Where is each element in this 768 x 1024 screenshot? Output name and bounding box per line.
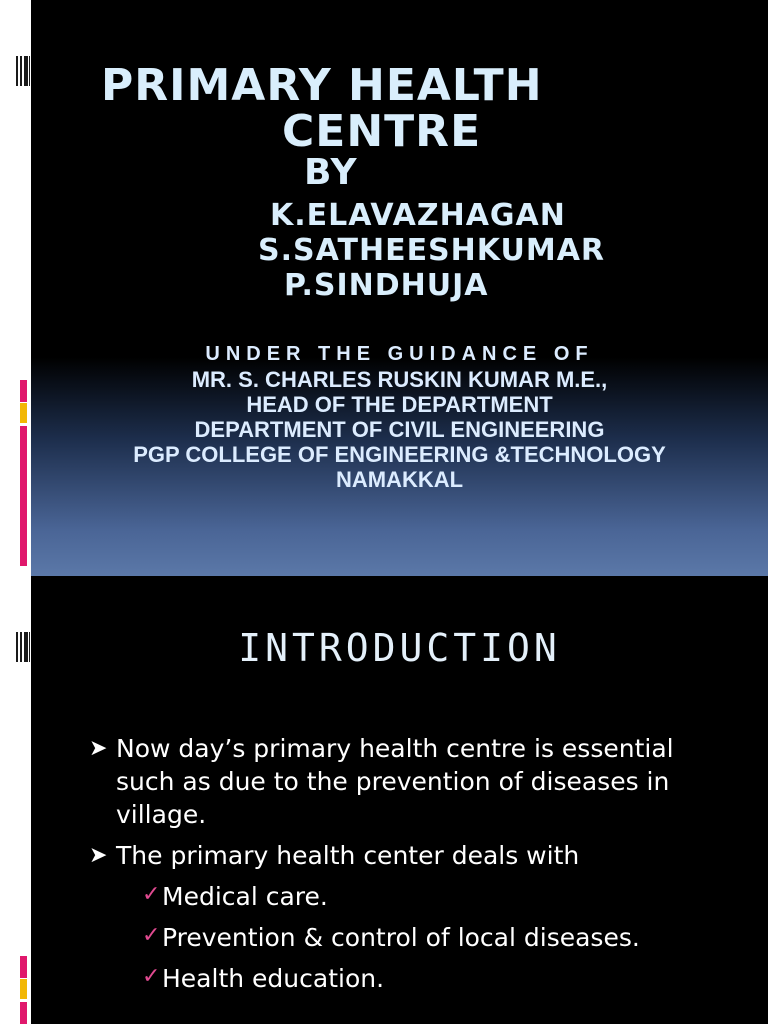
sub-list-item [31, 962, 729, 995]
left-margin-strip-bottom [0, 576, 31, 1024]
checkmark-icon: ✓ [142, 964, 161, 989]
department: DEPARTMENT OF CIVIL ENGINEERING [194, 417, 605, 442]
bullet-text: The primary health center deals with [116, 841, 580, 870]
arrow-bullet-icon: ➤ [89, 736, 108, 761]
sub-item-text: Health education. [162, 964, 385, 993]
author-3: P.SINDHUJA [284, 268, 489, 303]
slide-title-line2: CENTRE [282, 106, 482, 157]
sub-item-text: Medical care. [162, 882, 328, 911]
accent-bar-yellow [20, 979, 27, 999]
guide-name: MR. S. CHARLES RUSKIN KUMAR M.E., [191, 367, 608, 392]
arrow-bullet-icon: ➤ [89, 843, 108, 868]
guidance-heading: UNDER THE GUIDANCE OF [205, 343, 594, 365]
sub-item-text: Prevention & control of local diseases. [162, 923, 640, 952]
guide-role: HEAD OF THE DEPARTMENT [246, 392, 553, 417]
checkmark-icon: ✓ [142, 882, 161, 907]
location: NAMAKKAL [335, 467, 464, 492]
sub-list-item [31, 921, 729, 954]
title-slide [31, 0, 768, 576]
barcode-decoration [16, 632, 30, 662]
intro-title: INTRODUCTION [238, 626, 561, 670]
sub-list-item [31, 880, 729, 913]
list-item [89, 732, 729, 831]
introduction-slide [31, 576, 768, 1024]
list-item [89, 839, 729, 872]
accent-bar-pink-long [20, 1002, 27, 1024]
guidance-block [31, 342, 768, 492]
accent-bar-yellow [20, 403, 27, 423]
left-margin-strip-top [0, 0, 31, 576]
bullet-list [89, 732, 729, 1003]
bullet-text: Now day’s primary health centre is essential such as due to the prevention of diseases in village. [116, 734, 674, 829]
accent-bar-pink-long [20, 426, 27, 566]
author-1: K.ELAVAZHAGAN [270, 198, 566, 233]
by-label: BY [304, 152, 358, 193]
accent-bar-pink [20, 956, 27, 978]
barcode-decoration [16, 56, 30, 86]
checkmark-icon: ✓ [142, 923, 161, 948]
college: PGP COLLEGE OF ENGINEERING &TECHNOLOGY [133, 442, 666, 467]
author-2: S.SATHEESHKUMAR [258, 233, 606, 268]
slide-title-line1: PRIMARY HEALTH [101, 60, 543, 111]
accent-bar-pink [20, 380, 27, 402]
